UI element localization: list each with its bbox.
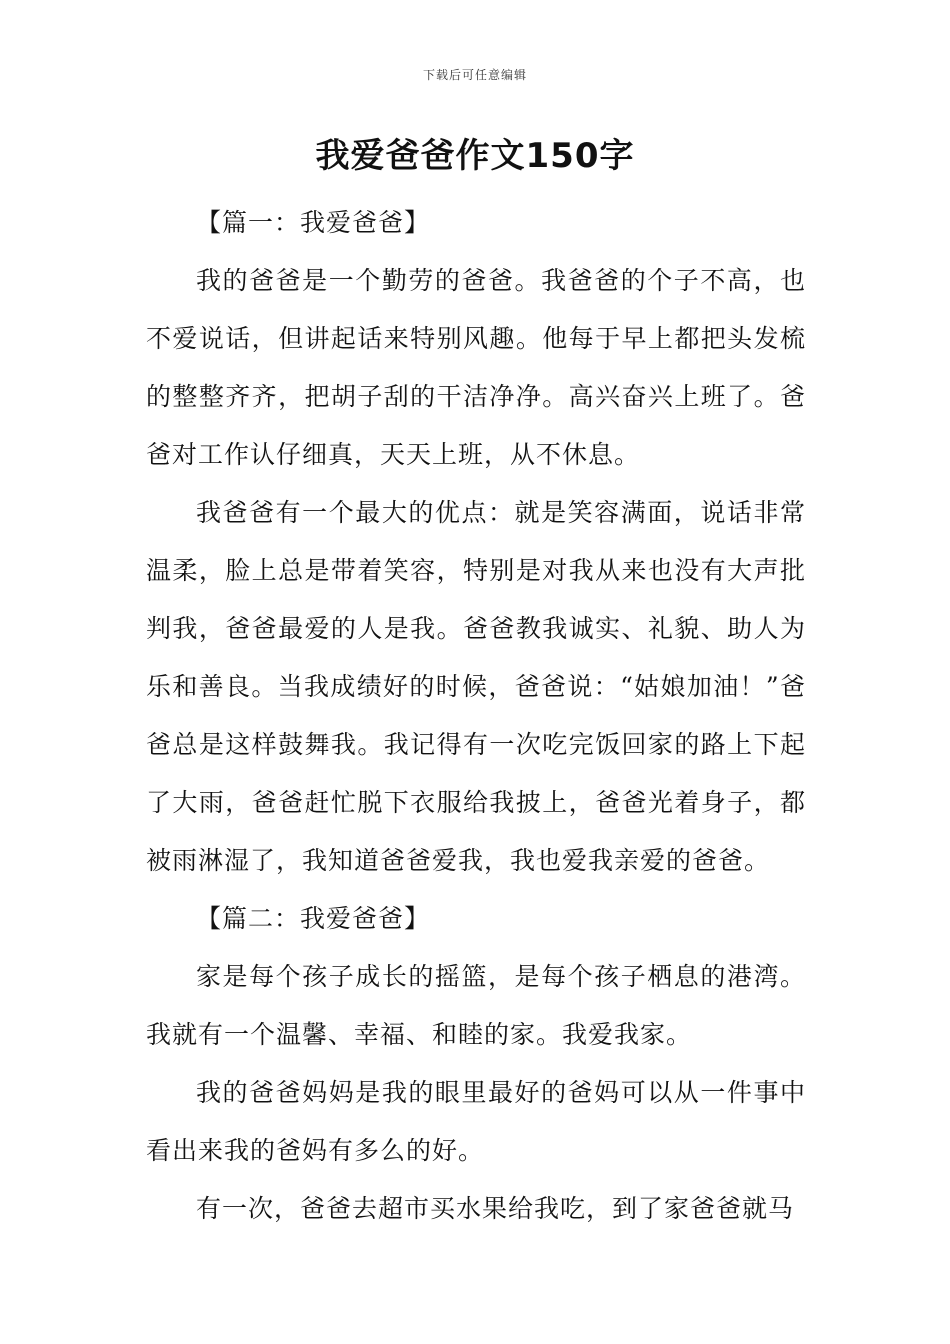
paragraph: 我的爸爸妈妈是我的眼里最好的爸妈可以从一件事中看出来我的爸妈有多么的好。 (146, 1078, 806, 1165)
paragraph: 家是每个孩子成长的摇篮，是每个孩子栖息的港湾。我就有一个温馨、幸福、和睦的家。我爱我家。 (146, 962, 806, 1049)
header-note: 下载后可任意编辑 (422, 68, 527, 82)
document-title: 我爱爸爸作文150字 (315, 136, 635, 176)
section-heading: 【篇一：我爱爸爸】 (196, 208, 431, 237)
paragraph: 我爸爸有一个最大的优点：就是笑容满面，说话非常温柔，脸上总是带着笑容，特别是对我从来也没有大声批判我，爸爸最爱的人是我。爸爸教我诚实、礼貌、助人为乐和善良。当我成绩好的时候，爸爸说：“姑娘加油！”爸爸总是这样鼓舞我。我记得有一次吃完饭回家的路上下起了大雨，爸爸赶忙脱下衣服给我披上，爸爸光着身子，都被雨淋湿了，我知道爸爸爱我，我也爱我亲爱的爸爸。 (146, 498, 806, 875)
document-body (146, 194, 806, 1238)
paragraph: 我的爸爸是一个勤劳的爸爸。我爸爸的个子不高，也不爱说话，但讲起话来特别风趣。他每于早上都把头发梳的整整齐齐，把胡子刮的干洁净净。高兴奋兴上班了。爸爸对工作认仔细真，天天上班，从不休息。 (146, 266, 806, 469)
paragraph: 有一次，爸爸去超市买水果给我吃，到了家爸爸就马 (196, 1194, 795, 1223)
section-heading: 【篇二：我爱爸爸】 (196, 904, 431, 933)
